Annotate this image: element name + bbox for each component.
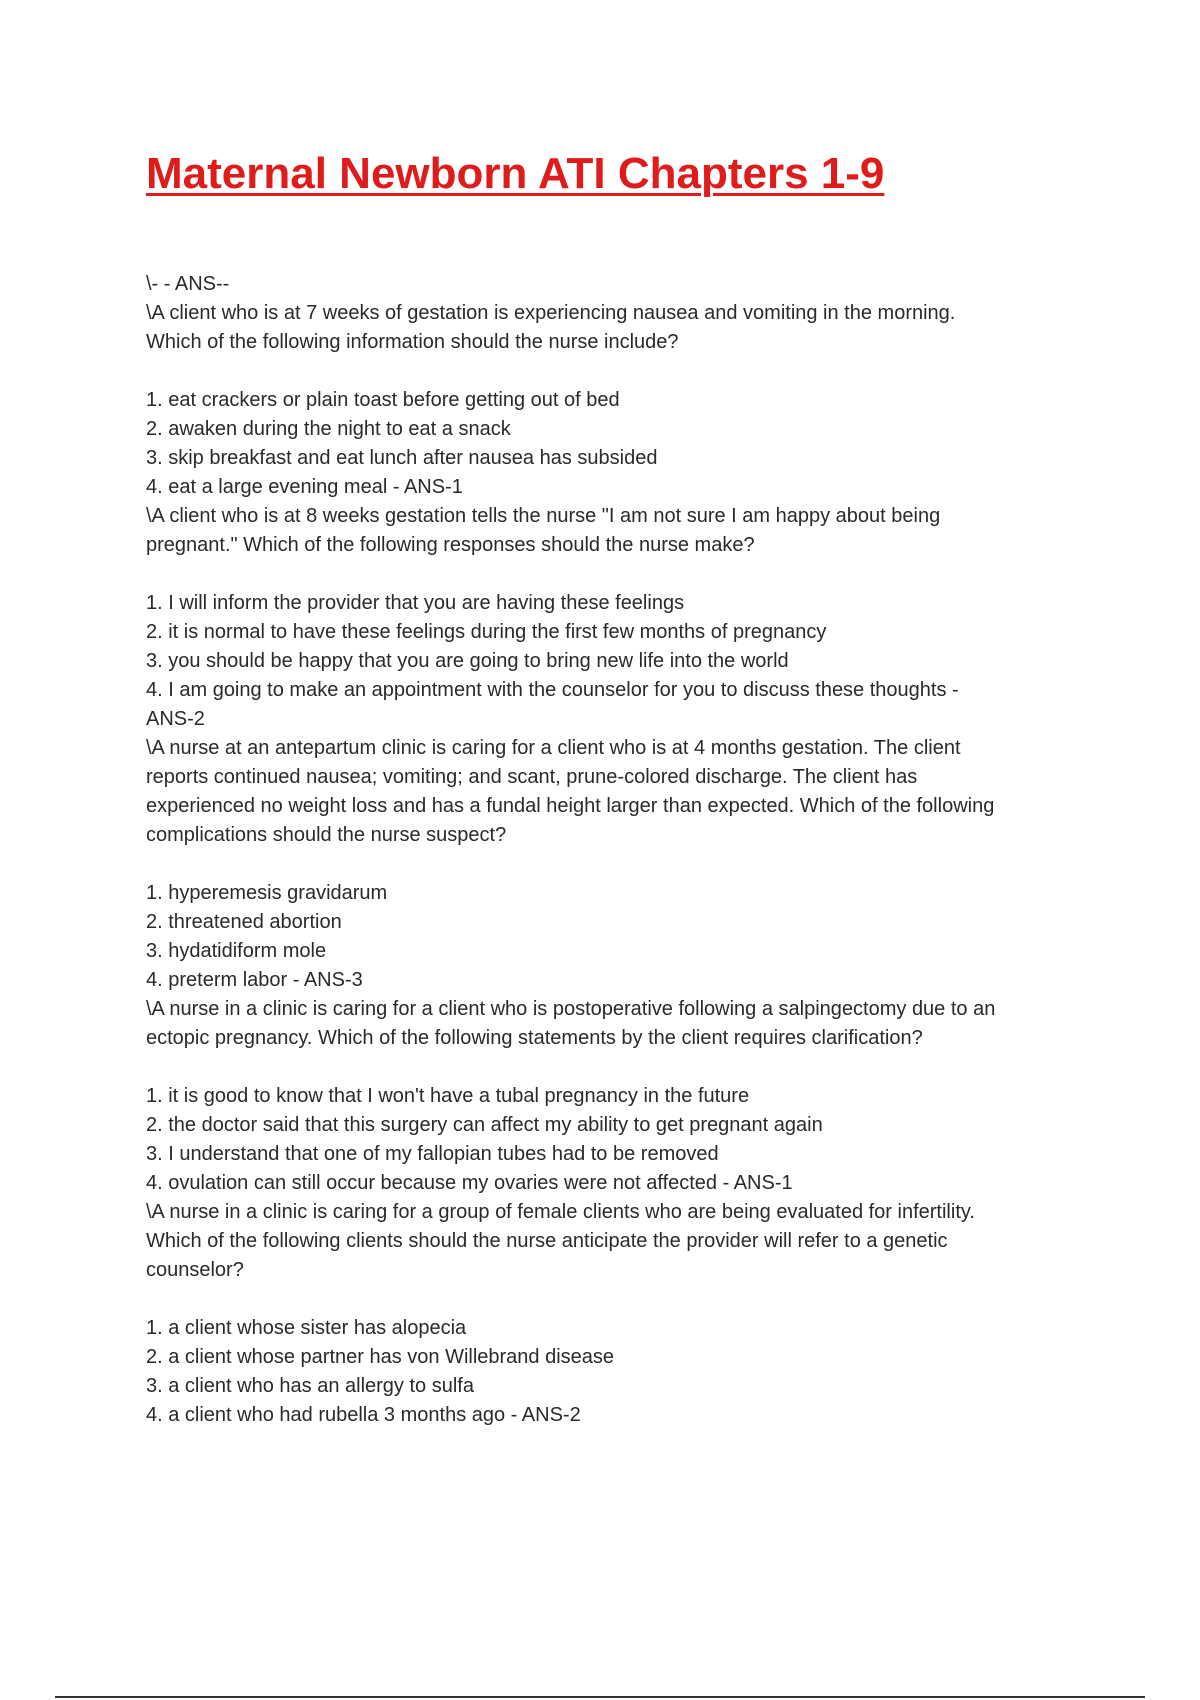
question-stem-line: \A nurse in a clinic is caring for a group of female clients who are being evaluated for infertility. xyxy=(146,1201,975,1223)
answer-option: 1. a client whose sister has alopecia xyxy=(146,1317,467,1339)
answer-option: 4. a client who had rubella 3 months ago - ANS-2 xyxy=(146,1404,581,1426)
answer-option: 4. eat a large evening meal - ANS-1 xyxy=(146,476,463,498)
blank-line xyxy=(146,1053,1096,1082)
question-stem-line: \A nurse at an antepartum clinic is caring for a client who is at 4 months gestation. The client xyxy=(146,737,961,759)
question-stem-line: pregnant." Which of the following responses should the nurse make? xyxy=(146,534,755,556)
question-stem-line: reports continued nausea; vomiting; and scant, prune-colored discharge. The client has xyxy=(146,766,918,788)
question-stem-line: \A client who is at 7 weeks of gestation is experiencing nausea and vomiting in the morning. xyxy=(146,302,956,324)
answer-option: 3. hydatidiform mole xyxy=(146,940,327,962)
question-stem-line: \A client who is at 8 weeks gestation tells the nurse "I am not sure I am happy about being xyxy=(146,505,941,527)
question-3 xyxy=(146,734,1096,995)
blank-line xyxy=(146,850,1096,879)
answer-option: 3. I understand that one of my fallopian tubes had to be removed xyxy=(146,1143,719,1165)
answer-option: 4. preterm labor - ANS-3 xyxy=(146,969,363,991)
question-stem-line: Which of the following clients should the nurse anticipate the provider will refer to a genetic xyxy=(146,1230,948,1252)
footer-divider xyxy=(55,1696,1145,1698)
question-stem-line: \A nurse in a clinic is caring for a client who is postoperative following a salpingectomy due to an xyxy=(146,998,996,1020)
answer-option: 2. threatened abortion xyxy=(146,911,342,933)
answer-option: 1. eat crackers or plain toast before getting out of bed xyxy=(146,389,620,411)
answer-option: 1. it is good to know that I won't have a tubal pregnancy in the future xyxy=(146,1085,750,1107)
question-stem-line: complications should the nurse suspect? xyxy=(146,824,507,846)
answer-option: 4. I am going to make an appointment with the counselor for you to discuss these thoughts - xyxy=(146,679,959,701)
header-line: \- - ANS-- xyxy=(146,273,230,295)
blank-line xyxy=(146,1285,1096,1314)
document-body xyxy=(146,270,1096,1430)
answer-option: 2. it is normal to have these feelings during the first few months of pregnancy xyxy=(146,621,827,643)
answer-option: 2. awaken during the night to eat a snack xyxy=(146,418,511,440)
question-stem-line: experienced no weight loss and has a fundal height larger than expected. Which of the following xyxy=(146,795,995,817)
question-2 xyxy=(146,502,1096,734)
question-stem-line: ectopic pregnancy. Which of the following statements by the client requires clarification? xyxy=(146,1027,923,1049)
answer-option: 3. a client who has an allergy to sulfa xyxy=(146,1375,474,1397)
question-4 xyxy=(146,995,1096,1198)
answer-option: 4. ovulation can still occur because my ovaries were not affected - ANS-1 xyxy=(146,1172,793,1194)
blank-line xyxy=(146,357,1096,386)
answer-option: ANS-2 xyxy=(146,708,205,730)
answer-option: 3. you should be happy that you are going to bring new life into the world xyxy=(146,650,789,672)
answer-option: 1. hyperemesis gravidarum xyxy=(146,882,388,904)
question-stem-line: Which of the following information should the nurse include? xyxy=(146,331,679,353)
answer-option: 2. a client whose partner has von Willebrand disease xyxy=(146,1346,615,1368)
question-5 xyxy=(146,1198,1096,1430)
blank-line xyxy=(146,560,1096,589)
question-stem-line: counselor? xyxy=(146,1259,244,1281)
document-title: Maternal Newborn ATI Chapters 1-9 xyxy=(146,149,885,198)
answer-option: 3. skip breakfast and eat lunch after nausea has subsided xyxy=(146,447,658,469)
question-1 xyxy=(146,299,1096,502)
answer-option: 2. the doctor said that this surgery can affect my ability to get pregnant again xyxy=(146,1114,823,1136)
answer-option: 1. I will inform the provider that you are having these feelings xyxy=(146,592,685,614)
